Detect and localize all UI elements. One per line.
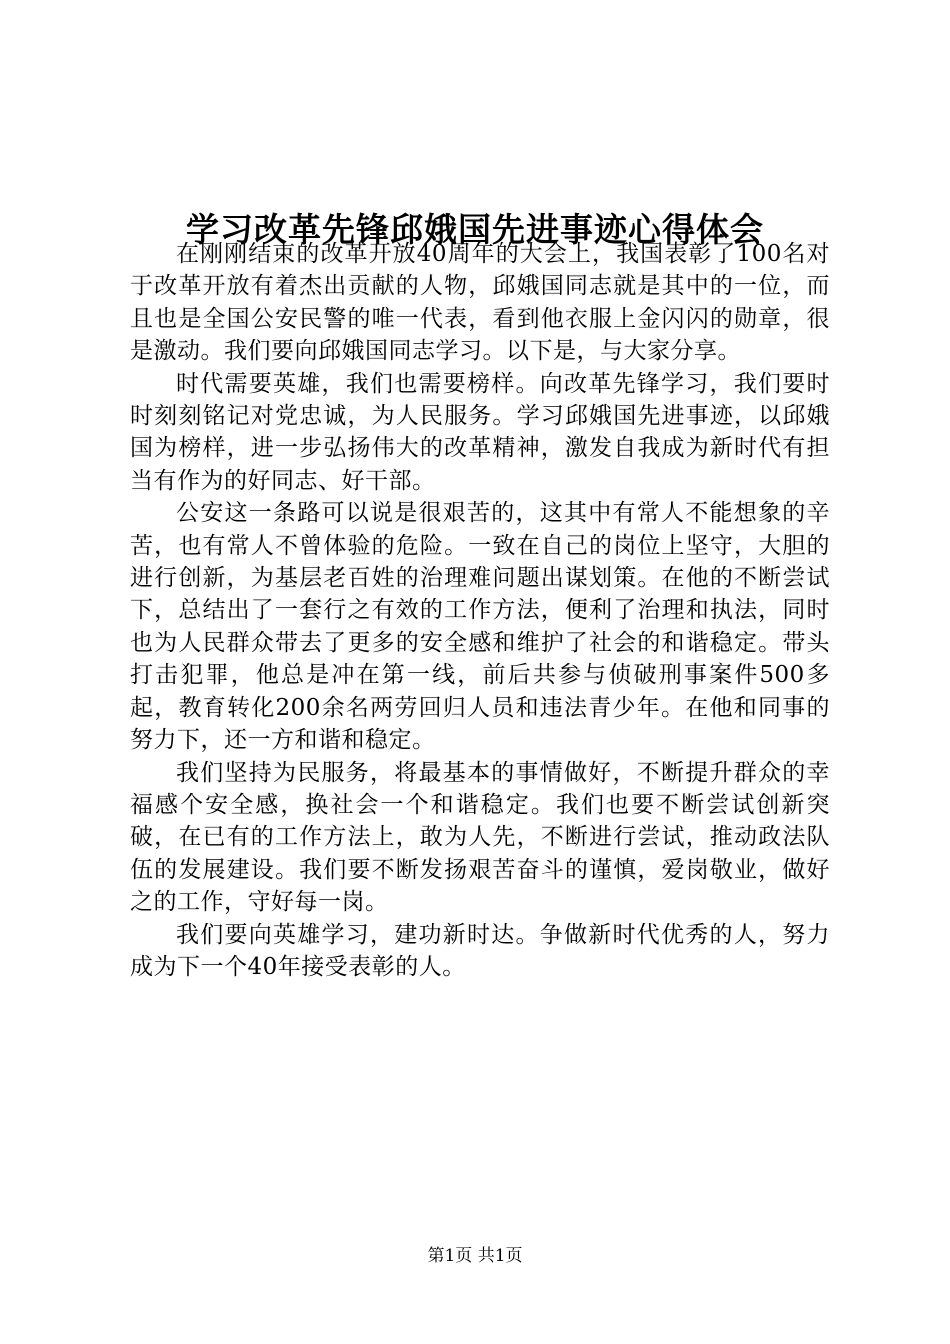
document-body: [130, 238, 830, 983]
paragraph: 时代需要英雄，我们也需要榜样。向改革先锋学习，我们要时时刻刻铭记对党忠诚，为人民服务。学习邱娥国先进事迹，以邱娥国为榜样，进一步弘扬伟大的改革精神，激发自我成为新时代有担当有作为的好同志、好干部。: [130, 370, 830, 494]
page-number-footer: 第1页 共1页: [427, 1246, 523, 1266]
document-title: 学习改革先锋邱娥国先进事迹心得体会: [186, 210, 764, 250]
paragraph: 我们坚持为民服务，将最基本的事情做好，不断提升群众的幸福感个安全感，换社会一个和谐稳定。我们也要不断尝试创新突破，在已有的工作方法上，敢为人先，不断进行尝试，推动政法队伍的发展建设。我们要不断发扬艰苦奋斗的谨慎，爱岗敬业，做好之的工作，守好每一岗。: [130, 759, 830, 916]
paragraph: 在刚刚结束的改革开放40周年的大会上，我国表彰了100名对于改革开放有着杰出贡献的人物，邱娥国同志就是其中的一位，而且也是全国公安民警的唯一代表，看到他衣服上金闪闪的勋章，很是激动。我们要向邱娥国同志学习。以下是，与大家分享。: [130, 241, 830, 365]
paragraph: 我们要向英雄学习，建功新时达。争做新时代优秀的人，努力成为下一个40年接受表彰的人。: [130, 921, 830, 980]
paragraph: 公安这一条路可以说是很艰苦的，这其中有常人不能想象的辛苦，也有常人不曾体验的危险。一致在自己的岗位上坚守，大胆的进行创新，为基层老百姓的治理难问题出谋划策。在他的不断尝试下，总结出了一套行之有效的工作方法，便利了治理和执法，同时也为人民群众带去了更多的安全感和维护了社会的和谐稳定。带头打击犯罪，他总是冲在第一线，前后共参与侦破刑事案件500多起，教育转化200余名两劳回归人员和违法青少年。在他和同事的努力下，还一方和谐和稳定。: [130, 500, 830, 754]
